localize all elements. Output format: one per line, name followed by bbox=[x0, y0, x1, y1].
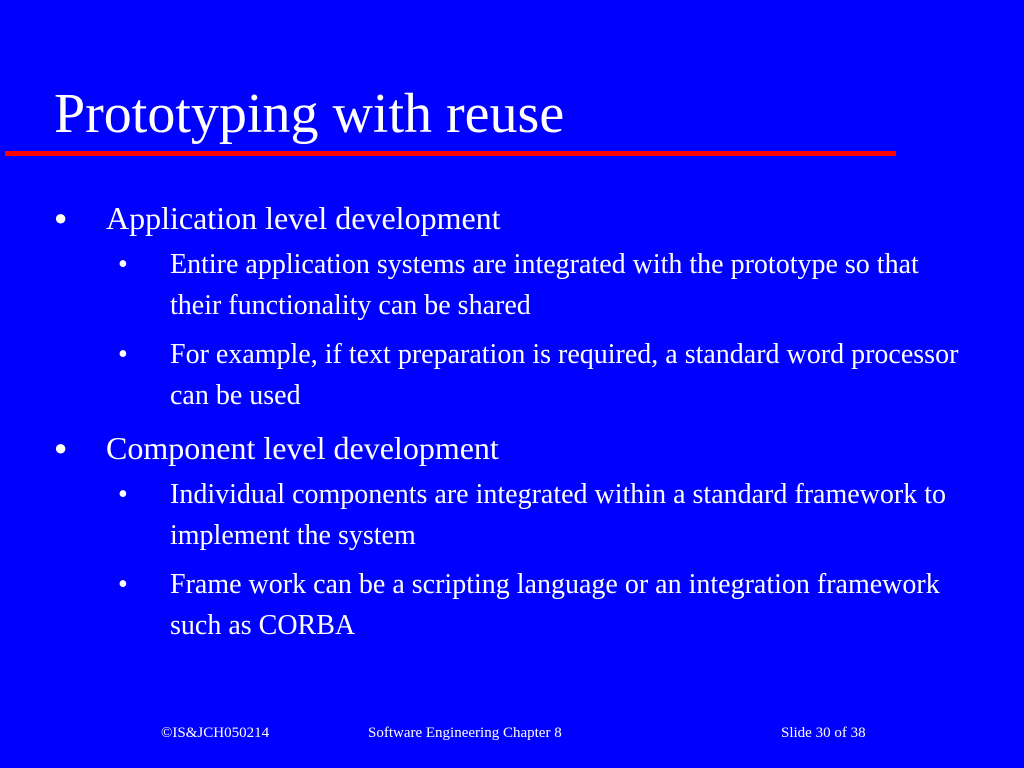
sub-bullet-text: Entire application systems are integrated with the prototype so that their functionality can be shared bbox=[170, 249, 919, 321]
sub-bullet-marker: • bbox=[118, 569, 128, 600]
sub-bullet-marker: • bbox=[118, 249, 128, 280]
bullet-group-1 bbox=[0, 194, 1024, 416]
sub-bullet-text: For example, if text preparation is required, a standard word processor can be used bbox=[170, 339, 959, 411]
sub-bullet-item bbox=[118, 334, 970, 416]
slide-title: Prototyping with reuse bbox=[54, 83, 565, 145]
sub-bullet-text: Frame work can be a scripting language or an integration framework such as CORBA bbox=[170, 569, 940, 641]
bullet-text: Component level development bbox=[106, 430, 499, 466]
footer-course-title: Software Engineering Chapter 8 bbox=[368, 725, 562, 741]
bullet-item bbox=[54, 194, 1024, 242]
sub-bullet-marker: • bbox=[118, 339, 128, 370]
slide-content bbox=[0, 194, 1024, 654]
sub-bullet-item bbox=[118, 564, 970, 646]
title-divider bbox=[5, 151, 896, 156]
bullet-group-2 bbox=[0, 424, 1024, 646]
footer-copyright: ©IS&JCH050214 bbox=[161, 725, 270, 741]
bullet-marker: ● bbox=[54, 435, 68, 460]
sub-bullet-marker: • bbox=[118, 479, 128, 510]
bullet-text: Application level development bbox=[106, 200, 501, 236]
sub-bullet-text: Individual components are integrated within a standard framework to implement the system bbox=[170, 479, 946, 551]
footer-slide-number: Slide 30 of 38 bbox=[781, 725, 866, 741]
sub-bullet-item bbox=[118, 244, 970, 326]
bullet-item bbox=[54, 424, 1024, 472]
sub-bullet-item bbox=[118, 474, 970, 556]
bullet-marker: ● bbox=[54, 205, 68, 230]
